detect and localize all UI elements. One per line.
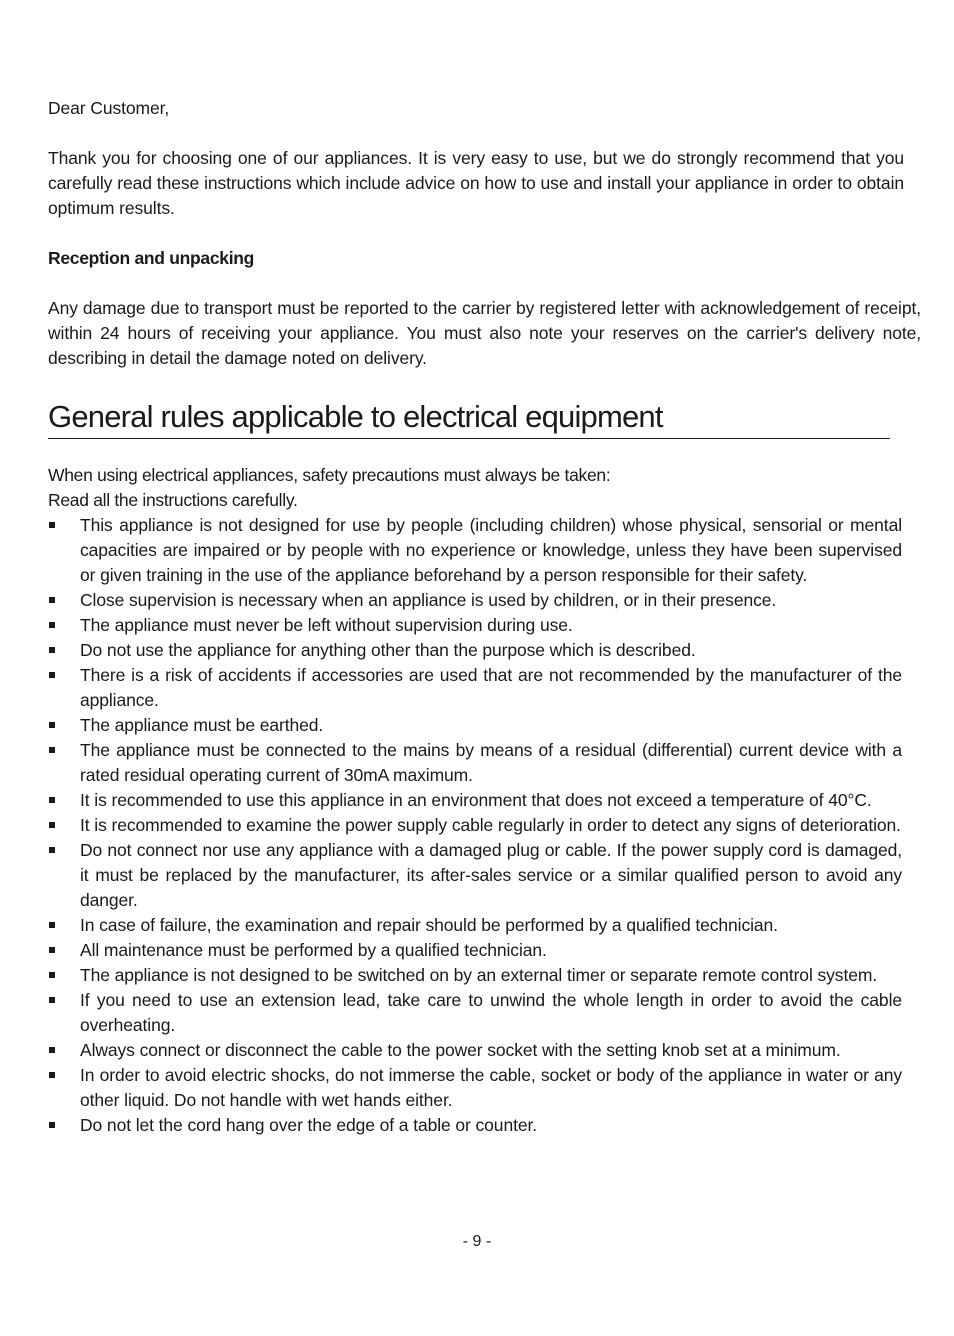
list-item (48, 513, 902, 588)
safety-intro-line-1: When using electrical appliances, safety precautions must always be taken: (48, 465, 611, 485)
list-item-text: It is recommended to examine the power supply cable regularly in order to detect any signs of deterioration. (80, 815, 901, 835)
square-bullet-icon (49, 672, 55, 678)
list-item-text: In case of failure, the examination and repair should be performed by a qualified technician. (80, 915, 778, 935)
list-item (48, 1063, 902, 1113)
intro-paragraph: Thank you for choosing one of our appliances. It is very easy to use, but we do strongly recommend that you carefully read these instructions which include advice on how to use and install your appliance in order to obtain optimum results. (48, 148, 904, 218)
list-item-text: This appliance is not designed for use by people (including children) whose physical, sensorial or mental capacities are impaired or by people with no experience or knowledge, unless they have been supervised or given training in the use of the appliance beforehand by a person responsible for their safety. (80, 515, 902, 585)
list-item (48, 738, 902, 788)
square-bullet-icon (49, 947, 55, 953)
list-item-text: Do not let the cord hang over the edge of a table or counter. (80, 1115, 537, 1135)
list-item-text: All maintenance must be performed by a qualified technician. (80, 940, 547, 960)
section-title: General rules applicable to electrical equipment (48, 396, 890, 439)
square-bullet-icon (49, 647, 55, 653)
list-item-text: In order to avoid electric shocks, do not immerse the cable, socket or body of the appliance in water or any other liquid. Do not handle with wet hands either. (80, 1065, 902, 1110)
list-item-text: The appliance must be earthed. (80, 715, 324, 735)
square-bullet-icon (49, 722, 55, 728)
greeting: Dear Customer, (48, 98, 170, 118)
list-item (48, 963, 902, 988)
square-bullet-icon (49, 922, 55, 928)
safety-rules-list (48, 513, 902, 1138)
list-item-text: There is a risk of accidents if accessories are used that are not recommended by the manufacturer of the appliance. (80, 665, 902, 710)
list-item (48, 638, 902, 663)
list-item-text: The appliance must never be left without supervision during use. (80, 615, 573, 635)
list-item-text: It is recommended to use this appliance in an environment that does not exceed a temperature of 40°C. (80, 790, 872, 810)
square-bullet-icon (49, 522, 55, 528)
list-item (48, 938, 902, 963)
list-item (48, 1038, 902, 1063)
list-item (48, 988, 902, 1038)
list-item-text: Do not connect nor use any appliance with a damaged plug or cable. If the power supply cord is damaged, it must be replaced by the manufacturer, its after-sales service or a similar qualified person to avoid any danger. (80, 840, 902, 910)
list-item-text: Close supervision is necessary when an appliance is used by children, or in their presence. (80, 590, 777, 610)
square-bullet-icon (49, 847, 55, 853)
list-item-text: Do not use the appliance for anything other than the purpose which is described. (80, 640, 696, 660)
square-bullet-icon (49, 597, 55, 603)
list-item (48, 713, 902, 738)
reception-heading: Reception and unpacking (48, 248, 255, 268)
list-item (48, 813, 902, 838)
list-item (48, 663, 902, 713)
safety-intro-line-2: Read all the instructions carefully. (48, 490, 298, 510)
square-bullet-icon (49, 622, 55, 628)
list-item (48, 588, 902, 613)
square-bullet-icon (49, 1122, 55, 1128)
square-bullet-icon (49, 1047, 55, 1053)
list-item (48, 1113, 902, 1138)
list-item-text: Always connect or disconnect the cable to the power socket with the setting knob set at a minimum. (80, 1040, 841, 1060)
list-item-text: The appliance must be connected to the mains by means of a residual (differential) current device with a rated residual operating current of 30mA maximum. (80, 740, 902, 785)
safety-intro (48, 463, 908, 513)
list-item-text: If you need to use an extension lead, take care to unwind the whole length in order to avoid the cable overheating. (80, 990, 902, 1035)
list-item (48, 913, 902, 938)
square-bullet-icon (49, 997, 55, 1003)
list-item (48, 788, 902, 813)
list-item (48, 838, 902, 913)
square-bullet-icon (49, 747, 55, 753)
square-bullet-icon (49, 822, 55, 828)
page-number: - 9 - (462, 1233, 492, 1250)
square-bullet-icon (49, 797, 55, 803)
list-item (48, 613, 902, 638)
list-item-text: The appliance is not designed to be switched on by an external timer or separate remote control system. (80, 965, 878, 985)
square-bullet-icon (49, 1072, 55, 1078)
square-bullet-icon (49, 972, 55, 978)
reception-paragraph: Any damage due to transport must be reported to the carrier by registered letter with acknowledgement of receipt, within 24 hours of receiving your appliance. You must also note your reserves on the carrier's delivery note, describing in detail the damage noted on delivery. (48, 298, 921, 368)
